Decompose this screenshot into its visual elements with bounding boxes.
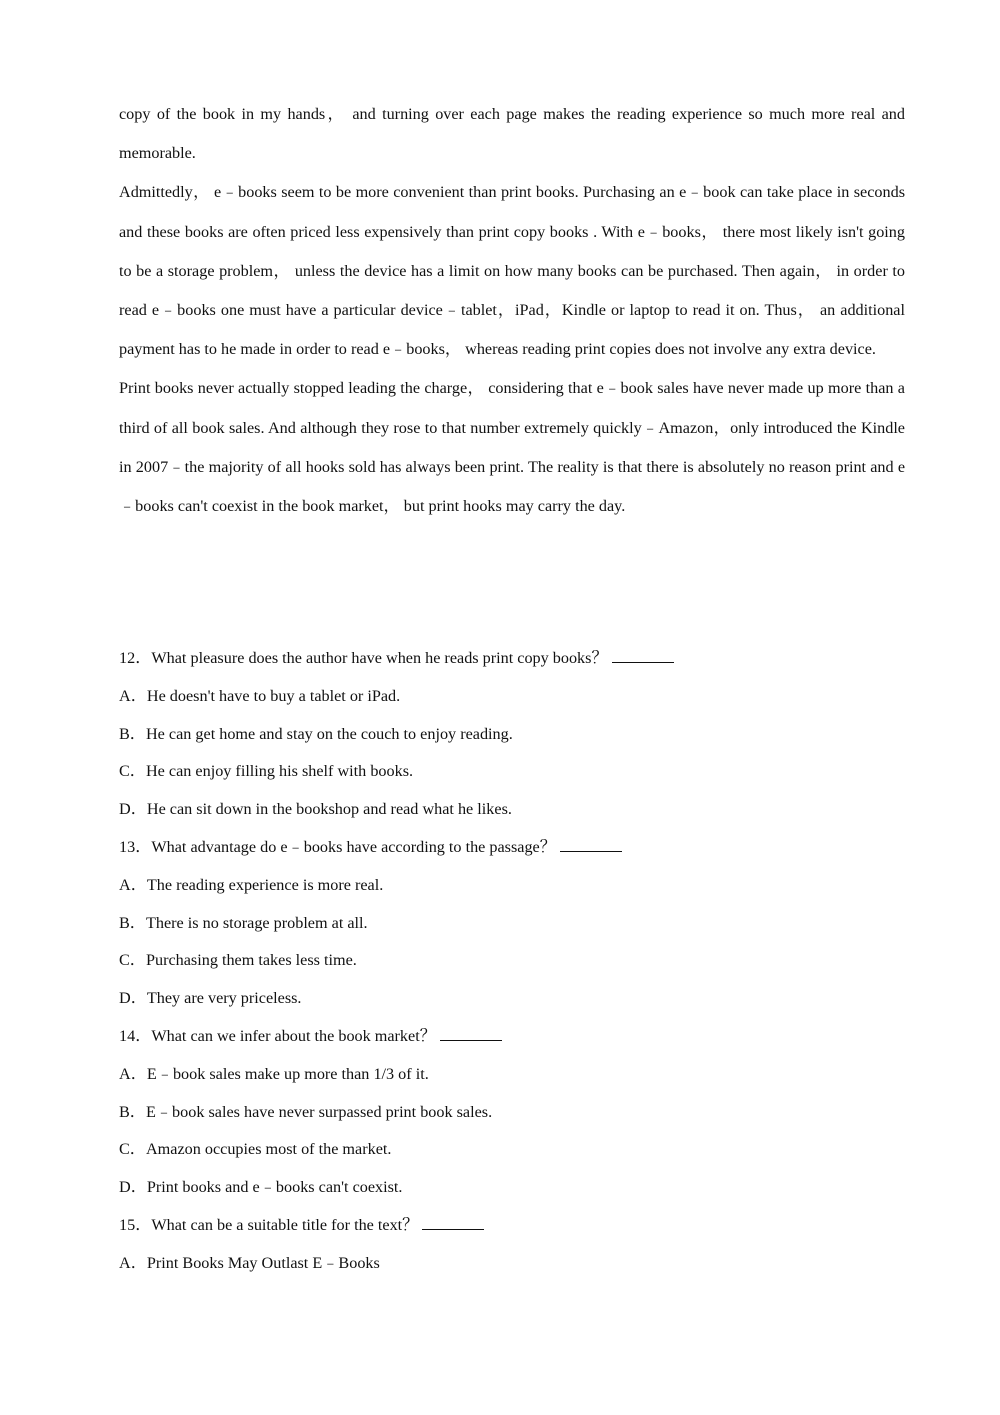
- option-a: A．The reading experience is more real.: [119, 875, 384, 894]
- answer-blank: [440, 1026, 502, 1041]
- option-c: C．He can enjoy filling his shelf with books.: [119, 762, 414, 781]
- option-d: D．Print books and e﹣books can't coexist.: [119, 1178, 403, 1197]
- answer-blank: [560, 837, 622, 852]
- answer-blank: [612, 648, 674, 663]
- reading-passage: [119, 95, 905, 526]
- option-b: B．He can get home and stay on the couch to enjoy reading.: [119, 724, 513, 743]
- option-d: D．He can sit down in the bookshop and read what he likes.: [119, 800, 512, 819]
- answer-blank: [422, 1215, 484, 1230]
- option-b: B．E﹣book sales have never surpassed print book sales.: [119, 1102, 493, 1121]
- question-stem: 15．What can be a suitable title for the text？: [119, 1207, 905, 1245]
- option-a: A．He doesn't have to buy a tablet or iPad.: [119, 686, 401, 705]
- question-stem: 12．What pleasure does the author have when he reads print copy books？: [119, 640, 905, 678]
- passage-paragraph: Print books never actually stopped leading the charge， considering that e﹣book sales have never made up more than a third of all book sales. And although they rose to that number extremely quickly﹣Amazon，only introduced the Kindle in 2007﹣the majority of all hooks sold has always been print. The reality is that there is absolutely no reason print and e﹣books can't coexist in the book market， but print hooks may carry the day.: [119, 379, 905, 516]
- option-a: A．Print Books May Outlast E﹣Books: [119, 1253, 380, 1272]
- question-13: [119, 829, 905, 1018]
- option-a: A．E﹣book sales make up more than 1/3 of it.: [119, 1064, 429, 1083]
- passage-paragraph: copy of the book in my hands， and turning over each page makes the reading experience so much more real and memorable.: [119, 105, 905, 163]
- question-list: [119, 640, 905, 1283]
- option-d: D．They are very priceless.: [119, 989, 302, 1008]
- question-14: [119, 1018, 905, 1207]
- option-c: C．Amazon occupies most of the market.: [119, 1140, 392, 1159]
- option-c: C．Purchasing them takes less time.: [119, 951, 357, 970]
- option-b: B．There is no storage problem at all.: [119, 913, 368, 932]
- question-15: [119, 1207, 905, 1283]
- question-stem: 14．What can we infer about the book market？: [119, 1018, 905, 1056]
- passage-paragraph: Admittedly， e﹣books seem to be more convenient than print books. Purchasing an e﹣book can take place in seconds and these books are often priced less expensively than print copy books . With e﹣books， there most likely isn't going to be a storage problem， unless the device has a limit on how many books can be purchased. Then again， in order to read e﹣books one must have a particular device﹣tablet，iPad，Kindle or laptop to read it on. Thus， an additional payment has to he made in order to read e﹣books， whereas reading print copies does not involve any extra device.: [119, 183, 905, 359]
- question-stem: 13．What advantage do e﹣books have according to the passage？: [119, 829, 905, 867]
- question-12: [119, 640, 905, 829]
